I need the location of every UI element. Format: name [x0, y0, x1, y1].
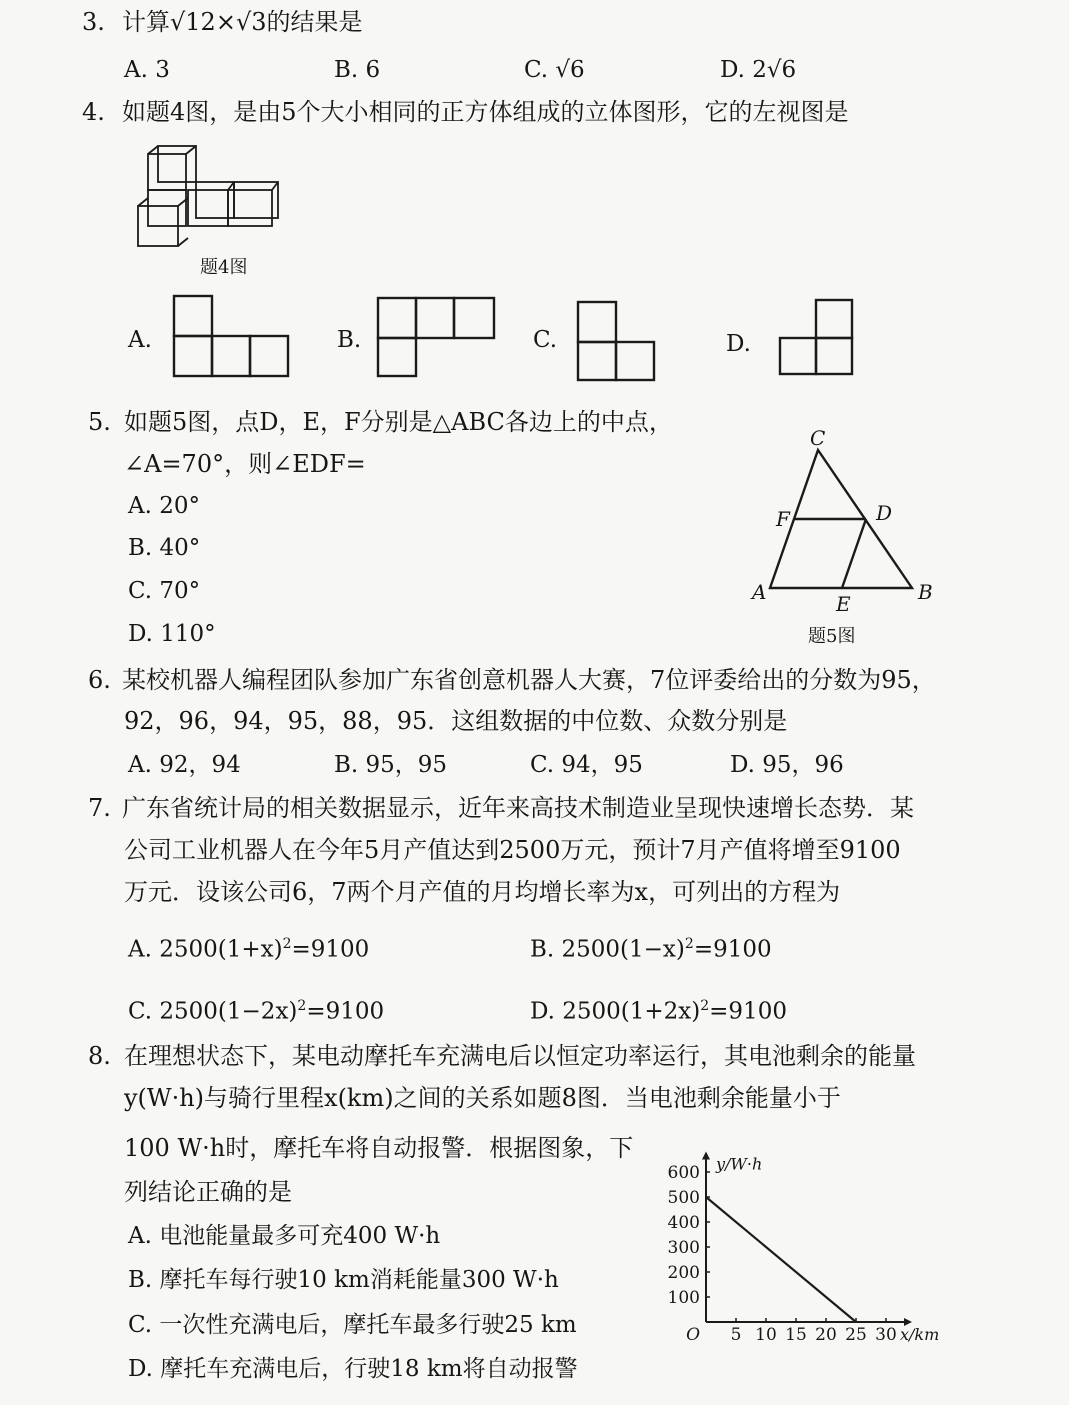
q7-number: 7.	[88, 794, 111, 822]
q5-option-a: A. 20°	[128, 493, 200, 519]
q8-option-c: C. 一次性充满电后，摩托车最多行驶25 km	[128, 1312, 577, 1338]
q8-stem-line2: y(W·h)与骑行里程x(km)之间的关系如题8图．当电池剩余能量小于	[124, 1084, 841, 1112]
x-tick-label: 15	[785, 1325, 807, 1345]
q8-option-b: B. 摩托车每行驶10 km消耗能量300 W·h	[128, 1267, 559, 1293]
y-tick-label: 400	[667, 1213, 700, 1233]
x-tick-label: 25	[845, 1325, 867, 1345]
q4-stem: 如题4图，是由5个大小相同的正方体组成的立体图形，它的左视图是	[122, 98, 849, 126]
point-b-label: B	[918, 580, 933, 604]
y-tick-label: 200	[667, 1263, 700, 1283]
q5-number: 5.	[88, 408, 111, 436]
q8-option-a: A. 电池能量最多可充400 W·h	[128, 1223, 441, 1249]
q6-option-b: B. 95，95	[334, 752, 448, 778]
q5-option-b: B. 40°	[128, 535, 201, 561]
q6-number: 6.	[88, 666, 111, 694]
q8-stem-line4: 列结论正确的是	[124, 1178, 292, 1206]
x-tick-label: 10	[755, 1325, 777, 1345]
q7-stem-line3: 万元．设该公司6，7两个月产值的月均增长率为x，可列出的方程为	[124, 878, 841, 906]
q3-stem: 计算√12×√3的结果是	[122, 8, 363, 36]
q5-option-c: C. 70°	[128, 578, 201, 604]
point-a-label: A	[752, 580, 767, 604]
q8-energy-chart	[650, 1130, 960, 1360]
q4-option-d-label: D.	[726, 331, 751, 357]
q4-option-b-label: B.	[337, 327, 362, 353]
point-e-label: E	[836, 592, 851, 616]
q3-option-a: A. 3	[124, 57, 170, 83]
q6-stem-line2: 92，96，94，95，88，95．这组数据的中位数、众数分别是	[124, 707, 788, 735]
q6-option-c: C. 94，95	[530, 752, 643, 778]
q6-option-a: A. 92，94	[128, 752, 241, 778]
y-tick-label: 300	[667, 1238, 700, 1258]
q8-stem-line1: 在理想状态下，某电动摩托车充满电后以恒定功率运行，其电池剩余的能量	[124, 1042, 916, 1070]
q3-option-b: B. 6	[334, 57, 381, 83]
q7-stem-line1: 广东省统计局的相关数据显示，近年来高技术制造业呈现快速增长态势．某	[122, 794, 914, 822]
q4-option-d-view	[778, 298, 858, 380]
q4-option-b-view	[376, 296, 498, 380]
point-d-label: D	[876, 501, 893, 525]
midline-de	[842, 519, 866, 588]
q4-option-a-label: A.	[128, 327, 152, 353]
origin-label: O	[686, 1325, 700, 1345]
q4-option-c-view	[576, 300, 658, 384]
q3-number: 3.	[82, 8, 105, 36]
q8-number: 8.	[88, 1042, 111, 1070]
q4-figure-caption: 题4图	[200, 257, 248, 278]
y-tick-label: 600	[667, 1163, 700, 1183]
q5-figure-caption: 题5图	[808, 626, 856, 647]
y-tick-label: 100	[667, 1288, 700, 1308]
y-axis-label: y/W·h	[716, 1154, 763, 1174]
x-tick-label: 20	[815, 1325, 837, 1345]
q8-option-d: D. 摩托车充满电后，行驶18 km将自动报警	[128, 1356, 578, 1382]
q4-option-c-label: C.	[533, 327, 558, 353]
q7-option-a: A. $2500(1+x)^2=9100$	[128, 936, 370, 963]
point-c-label: C	[810, 426, 826, 450]
point-f-label: F	[776, 507, 790, 531]
q6-stem-line1: 某校机器人编程团队参加广东省创意机器人大赛，7位评委给出的分数为95，	[122, 666, 936, 694]
y-axis-arrow	[702, 1152, 710, 1160]
q5-stem-line1: 如题5图，点D，E，F分别是△ABC各边上的中点，	[124, 408, 673, 436]
y-tick-label: 500	[667, 1188, 700, 1208]
q7-stem-line2: 公司工业机器人在今年5月产值达到2500万元，预计7月产值将增至9100	[124, 836, 901, 864]
x-tick-label: 30	[875, 1325, 897, 1345]
x-axis-label: x/km	[900, 1325, 940, 1344]
q6-option-d: D. 95，96	[730, 752, 844, 778]
q4-option-a-view	[172, 294, 292, 380]
energy-line	[706, 1197, 856, 1322]
q5-option-d: D. 110°	[128, 621, 216, 647]
q3-option-d: D. 2√6	[720, 57, 797, 83]
x-tick-label: 5	[730, 1325, 742, 1345]
q4-number: 4.	[82, 98, 105, 126]
q7-option-b: B. $2500(1-x)^2=9100$	[530, 936, 772, 963]
q7-option-c: C. $2500(1-2x)^2=9100$	[128, 998, 385, 1025]
q7-option-d: D. $2500(1+2x)^2=9100$	[530, 998, 787, 1025]
q3-option-c: C. √6	[524, 57, 585, 83]
q5-stem-line2: ∠A=70°，则∠EDF=	[124, 450, 366, 478]
q4-solid-figure	[130, 134, 290, 254]
q8-stem-line3: 100 W·h时，摩托车将自动报警．根据图象，下	[124, 1134, 634, 1162]
